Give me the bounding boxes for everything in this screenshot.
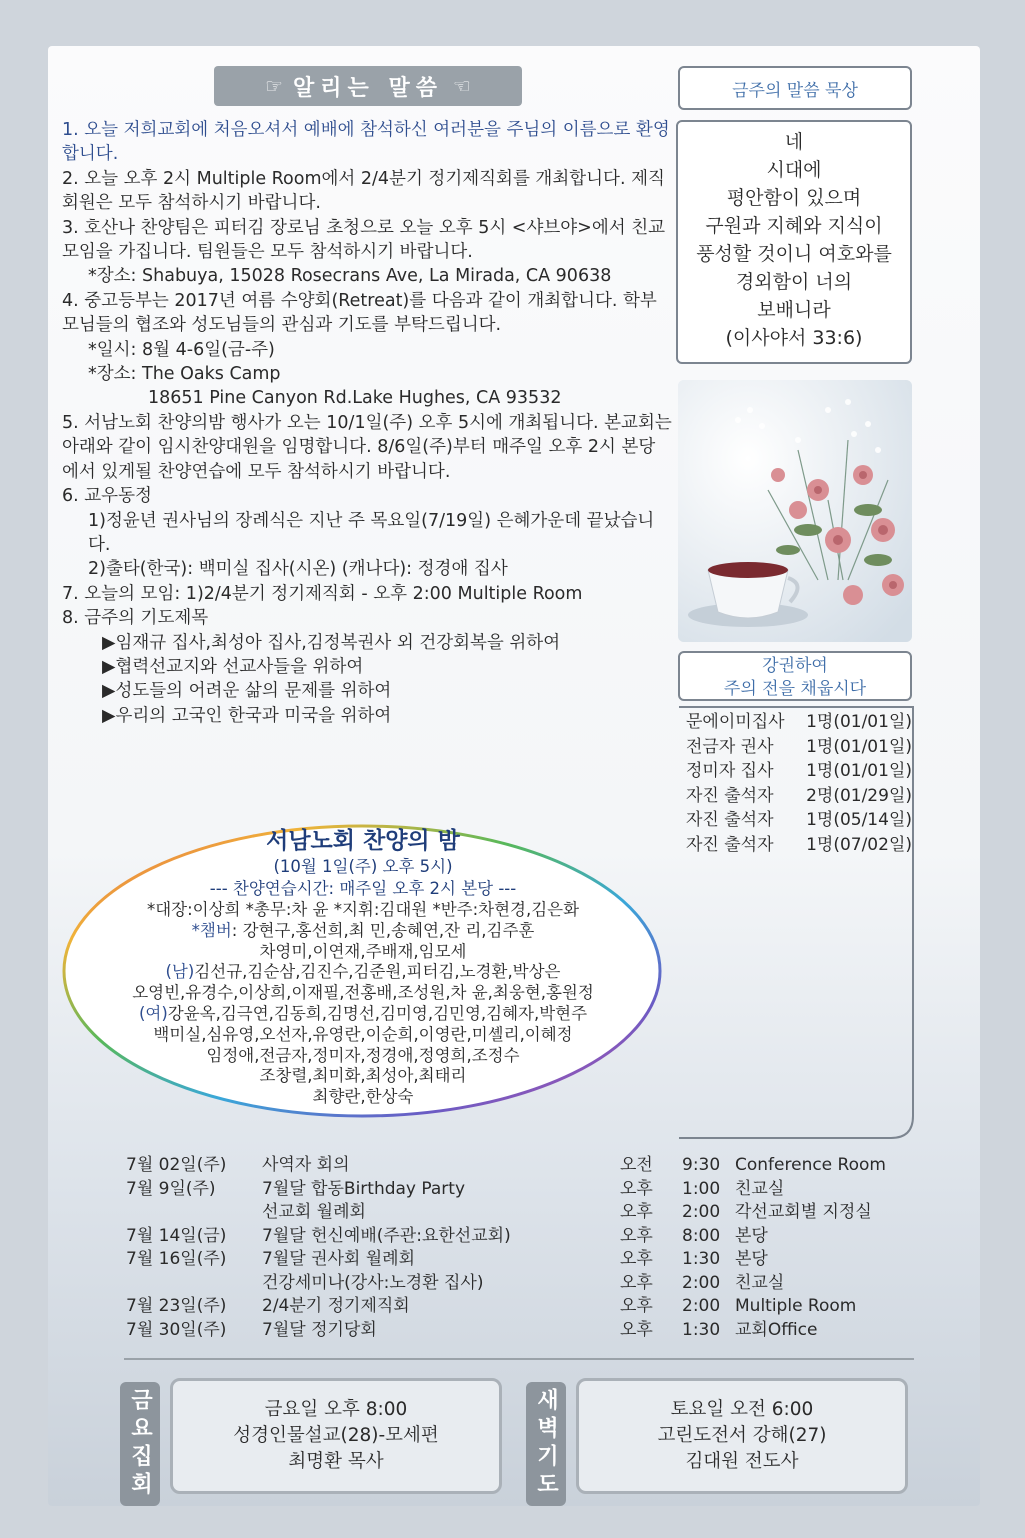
- event-ampm: 오후: [620, 1272, 653, 1293]
- verse-reference: (이사야서 33:6): [725, 327, 863, 349]
- choir-title: 서남노회 찬양의 밤: [266, 828, 460, 854]
- prayer-item: ▶성도들의 어려운 삶의 문제를 위하여: [102, 681, 392, 702]
- event-ampm: 오후: [620, 1202, 653, 1222]
- choir-date: (10월 1일(주) 오후 5시): [273, 857, 453, 876]
- event-place: 교회Office: [735, 1319, 818, 1340]
- event-date: 7월 02일(주): [126, 1155, 227, 1175]
- event-date: 7월 9일(주): [126, 1178, 216, 1199]
- attendee-name: 문에이미집사: [686, 712, 785, 732]
- attendee-name: 자진 출석자: [686, 834, 774, 855]
- female-members-3: 임정애,전금자,정미자,정경애,정영희,조정수: [206, 1045, 520, 1065]
- event-time: 1:30: [682, 1249, 721, 1269]
- event-time: 8:00: [682, 1225, 721, 1246]
- event-place: 각선교회별 지정실: [735, 1202, 872, 1222]
- attendance-title-line-2: 주의 전을 채웁시다: [723, 679, 867, 699]
- dawn-time: 토요일 오전 6:00: [670, 1399, 814, 1420]
- roses-teacup-photo: [678, 380, 912, 642]
- notice-6-item-1: 1)정윤년 권사님의 장례식은 지난 주 목요일(7/19일) 은혜가운데 끝났습니다.: [88, 510, 655, 555]
- event-time: 2:00: [682, 1272, 721, 1293]
- choir-practice: --- 찬양연습시간: 매주일 오후 2시 본당 ---: [209, 879, 517, 898]
- male-members-2: 오영빈,유경수,이상희,이재필,전홍배,조성원,차 윤,최웅현,홍원정: [132, 983, 594, 1003]
- meditation-verse: [676, 120, 912, 364]
- attendee-count: 1명(07/02일): [806, 834, 912, 855]
- announcements-title: 알리는 말씀: [293, 75, 443, 101]
- schedule-divider: [124, 1358, 914, 1360]
- friday-service-box: [170, 1378, 502, 1494]
- event-name: 7월달 합동Birthday Party: [262, 1178, 466, 1199]
- event-name: 7월달 헌신예배(주관:요한선교회): [262, 1225, 511, 1246]
- event-name: 선교회 월례회: [262, 1202, 366, 1222]
- table-row: [126, 1248, 916, 1272]
- attendee-count: 1명(01/01일): [806, 761, 912, 781]
- attendee-count: 1명(05/14일): [806, 810, 912, 830]
- table-row: [126, 1201, 916, 1225]
- chamber-members-2: 차영미,이연재,주배재,임모세: [259, 941, 467, 961]
- event-time: 1:00: [682, 1178, 721, 1199]
- event-place: 본당: [735, 1249, 768, 1269]
- notice-2: 2. 오늘 오후 2시 Multiple Room에서 2/4분기 정기제직회를 개최합니다. 제직회원은 모두 참석하시기 바랍니다.: [62, 168, 665, 214]
- notice-3-place: *장소: Shabuya, 15028 Rosecrans Ave, La Mirada, CA 90638: [88, 266, 612, 287]
- prayer-item: ▶임재규 집사,최성아 집사,김정복권사 외 건강회복을 위하여: [102, 632, 561, 653]
- event-place: Conference Room: [735, 1155, 886, 1175]
- notice-7: 7. 오늘의 모임: 1)2/4분기 정기제직회 - 오후 2:00 Multiple Room: [62, 583, 583, 604]
- verse-line: 시대에: [766, 159, 822, 181]
- attendance-frame: [678, 706, 914, 1142]
- friday-preacher: 최명환 목사: [288, 1451, 384, 1472]
- notice-4-address: 18651 Pine Canyon Rd.Lake Hughes, CA 93532: [148, 388, 562, 409]
- event-name: 7월달 권사회 월례회: [262, 1249, 415, 1269]
- female-members-4: 조창렬,최미화,최성아,최태리: [259, 1066, 467, 1086]
- dawn-sermon: 고린도전서 강해(27): [657, 1425, 827, 1446]
- event-date: 7월 23일(주): [126, 1296, 227, 1316]
- event-date: 7월 16일(주): [126, 1249, 227, 1269]
- attendee-count: 1명(01/01일): [806, 712, 912, 732]
- choir-female: [80, 1004, 646, 1025]
- attendee-name: 전금자 권사: [686, 736, 774, 757]
- notice-6-item-2: 2)출타(한국): 백미실 집사(시온) (캐나다): 정경애 집사: [88, 559, 508, 580]
- verse-line: 네: [784, 131, 804, 153]
- choir-chamber: [80, 921, 646, 942]
- notice-4: 4. 중고등부는 2017년 여름 수양회(Retreat)를 다음과 같이 개최합니다. 학부모님들의 협조와 성도님들의 관심과 기도를 부탁드립니다.: [62, 290, 657, 336]
- dawn-prayer-box: [576, 1378, 908, 1494]
- choir-roster: [80, 826, 646, 1108]
- notice-4-place: *장소: The Oaks Camp: [88, 364, 281, 385]
- event-ampm: 오전: [620, 1155, 653, 1175]
- attendee-count: 2명(01/29일): [806, 785, 912, 806]
- male-label: (남): [165, 962, 195, 982]
- female-members-2: 백미실,심유영,오선자,유영란,이순희,이영란,미셸리,이혜정: [153, 1024, 573, 1044]
- notice-1: 1. 오늘 저희교회에 처음오셔서 예배에 참석하신 여러분을 주님의 이름으로 환영합니다.: [62, 120, 670, 165]
- female-members-5: 최향란,한상숙: [312, 1087, 414, 1107]
- event-ampm: 오후: [620, 1178, 653, 1199]
- verse-line: 풍성할 것이니 여호와를: [696, 243, 892, 265]
- announcements-banner: [214, 66, 522, 106]
- table-row: [126, 1154, 916, 1178]
- verse-line: 경외함이 너의: [735, 271, 853, 293]
- verse-line: 평안함이 있으며: [726, 187, 862, 209]
- event-time: 2:00: [682, 1296, 721, 1316]
- event-place: 본당: [735, 1225, 768, 1246]
- attendee-name: 정미자 집사: [686, 761, 774, 781]
- pointing-hand-right-icon: ☜: [452, 74, 471, 98]
- attendance-title: [678, 651, 912, 701]
- event-time: 1:30: [682, 1319, 721, 1340]
- chamber-label: *챔버: [191, 920, 232, 940]
- attendee-name: 자진 출석자: [686, 785, 774, 806]
- event-name: 건강세미나(강사:노경환 집사): [262, 1272, 484, 1293]
- event-time: 9:30: [682, 1155, 721, 1175]
- prayer-item: ▶협력선교지와 선교사들을 위하여: [102, 656, 364, 677]
- event-place: 친교실: [735, 1178, 785, 1199]
- friday-service-tab: 금요집회: [120, 1382, 160, 1506]
- event-name: 2/4분기 정기제직회: [262, 1296, 410, 1316]
- attendee-name: 자진 출석자: [686, 810, 774, 830]
- table-row: [126, 1178, 916, 1202]
- pointing-hand-left-icon: ☞: [265, 74, 284, 98]
- attendee-count: 1명(01/01일): [806, 736, 912, 757]
- dawn-prayer-tab: 새벽기도: [526, 1382, 566, 1506]
- event-ampm: 오후: [620, 1296, 653, 1316]
- event-name: 사역자 회의: [262, 1155, 350, 1175]
- notice-3: 3. 호산나 찬양팀은 피터김 장로님 초청으로 오늘 오후 5시 <샤브야>에서 친교모임을 가집니다. 팀원들은 모두 참석하시기 바랍니다.: [62, 217, 666, 263]
- table-row: [126, 1225, 916, 1249]
- event-date: 7월 14일(금): [126, 1225, 227, 1246]
- event-ampm: 오후: [620, 1319, 653, 1340]
- prayer-item: ▶우리의 고국인 한국과 미국을 위하여: [102, 705, 392, 726]
- verse-line: 보배니라: [757, 299, 831, 321]
- male-members: 김선규,김순삼,김진수,김준원,피터김,노경환,박상은: [194, 962, 561, 982]
- table-row: [126, 1295, 916, 1319]
- notice-5: 5. 서남노회 찬양의밤 행사가 오는 10/1일(주) 오후 5시에 개최됩니다. 본교회는 아래와 같이 임시찬양대원을 임명합니다. 8/6일(주)부터 매주일 오후 2시 본당에서 있게될 찬양연습에 모두 참석하시기 바랍니다.: [62, 412, 672, 482]
- choir-leaders: *대장:이상희 *총무:차 윤 *지휘:김대원 *반주:차현경,김은화: [146, 900, 580, 919]
- verse-line: 구원과 지혜와 지식이: [705, 215, 883, 237]
- event-place: 친교실: [735, 1272, 785, 1293]
- attendance-title-line-1: 강권하여: [762, 656, 828, 676]
- event-name: 7월달 정기당회: [262, 1319, 377, 1340]
- notice-8: 8. 금주의 기도제목: [62, 608, 209, 629]
- announcements-list: [62, 118, 672, 728]
- table-row: [126, 1272, 916, 1296]
- notice-4-date: *일시: 8월 4-6일(금-주): [88, 339, 275, 360]
- friday-sermon: 성경인물설교(28)-모세편: [233, 1425, 439, 1446]
- chamber-members: : 강현구,홍선희,최 민,송혜연,잔 리,김주훈: [231, 920, 535, 940]
- event-date: 7월 30일(주): [126, 1319, 227, 1340]
- female-members: 강윤옥,김극연,김동희,김명선,김미영,김민영,김혜자,박현주: [167, 1003, 588, 1023]
- notice-6: 6. 교우동정: [62, 486, 152, 507]
- choir-male: [80, 962, 646, 983]
- event-ampm: 오후: [620, 1225, 653, 1246]
- dawn-preacher: 김대원 전도사: [685, 1451, 799, 1472]
- female-label: (여): [138, 1003, 168, 1023]
- july-schedule: [126, 1154, 916, 1342]
- event-ampm: 오후: [620, 1249, 653, 1269]
- event-time: 2:00: [682, 1202, 721, 1222]
- table-row: [126, 1319, 916, 1343]
- event-place: Multiple Room: [735, 1296, 857, 1316]
- friday-time: 금요일 오후 8:00: [264, 1399, 408, 1420]
- meditation-title: 금주의 말씀 묵상: [678, 66, 912, 110]
